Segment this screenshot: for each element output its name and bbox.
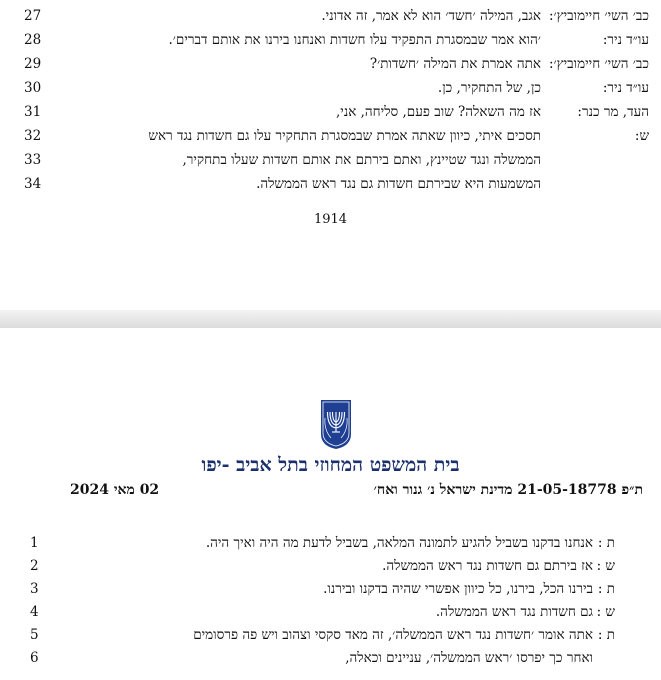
speaker-label: עו״ד ניר: bbox=[602, 32, 649, 48]
transcript-line bbox=[0, 623, 661, 647]
line-number: 29 bbox=[24, 56, 42, 72]
transcript-line bbox=[0, 76, 661, 100]
line-text: אגב, המילה ׳חשד׳ הוא לא אמר, זה אדוני. bbox=[321, 8, 541, 24]
speaker-label: כב׳ השי׳ חיימוביץ׳: bbox=[548, 56, 649, 72]
state-emblem-icon bbox=[319, 398, 353, 450]
hearing-date: 02 מאי 2024 bbox=[70, 482, 160, 498]
transcript-line bbox=[0, 554, 661, 578]
transcript-page-bottom bbox=[0, 328, 661, 680]
speaker-label: כב׳ השי׳ חיימוביץ׳: bbox=[548, 8, 649, 24]
transcript-line bbox=[0, 28, 661, 52]
line-number: 30 bbox=[24, 80, 42, 96]
transcript-line bbox=[0, 577, 661, 601]
line-text: אז מה השאלה? שוב פעם, סליחה, אני, bbox=[336, 104, 541, 120]
transcript-line bbox=[0, 531, 661, 555]
line-text: כן, של התחקיר, כן. bbox=[437, 80, 541, 96]
line-number: 2 bbox=[30, 558, 39, 574]
transcript-page-top bbox=[0, 0, 661, 310]
speaker-label: ש : bbox=[596, 558, 615, 574]
transcript-line bbox=[0, 4, 661, 28]
speaker-label: ת : bbox=[597, 581, 615, 597]
line-text: בירנו הכל, בירנו, כל כיוון אפשרי שהיה בדקנו ובירנו. bbox=[323, 581, 593, 597]
line-number: 34 bbox=[24, 176, 42, 192]
line-number: 28 bbox=[24, 32, 42, 48]
line-text: אז בירתם גם חשדות נגד ראש הממשלה. bbox=[382, 558, 593, 574]
line-text: ׳הוא אמר שבמסגרת התפקיד עלו חשדות ואנחנו בירנו את אותם דברים׳. bbox=[168, 32, 541, 48]
line-number: 27 bbox=[24, 8, 42, 24]
line-number: 5 bbox=[30, 627, 39, 643]
transcript-line bbox=[0, 100, 661, 124]
court-title: בית המשפט המחוזי בתל אביב -יפו bbox=[201, 454, 460, 476]
line-number: 6 bbox=[30, 650, 39, 666]
transcript-line bbox=[0, 52, 661, 76]
speaker-label: עו״ד ניר: bbox=[602, 80, 649, 96]
speaker-label: ש : bbox=[596, 604, 615, 620]
transcript-line bbox=[0, 646, 661, 670]
line-number: 32 bbox=[24, 128, 42, 144]
transcript-line bbox=[0, 600, 661, 624]
line-number: 3 bbox=[30, 581, 39, 597]
line-number: 1 bbox=[30, 535, 39, 551]
transcript-line bbox=[0, 148, 661, 172]
speaker-label: ת : bbox=[597, 627, 615, 643]
line-text: אתה אומר ׳חשדות נגד ראש הממשלה׳, זה מאד סקסי וצהוב ויש פה פרסומים bbox=[193, 627, 593, 643]
page-number: 1914 bbox=[313, 212, 348, 227]
page-separator bbox=[0, 310, 661, 328]
transcript-line bbox=[0, 172, 661, 196]
line-text: גם חשדות נגד ראש הממשלה. bbox=[435, 604, 593, 620]
line-text: הממשלה ונגד שטיינץ, ואתם בירתם את אותם חשדות שעלו בתחקיר, bbox=[182, 152, 541, 168]
line-number: 33 bbox=[24, 152, 42, 168]
transcript-line bbox=[0, 124, 661, 148]
line-text: תסכים איתי, כיוון שאתה אמרת שבמסגרת התחקיר עלו גם חשדות נגד ראש bbox=[148, 128, 541, 144]
line-text: המשמעות היא שבירתם חשדות גם נגד ראש הממשלה. bbox=[256, 176, 541, 192]
line-number: 4 bbox=[30, 604, 39, 620]
line-text: ואחר כך יפרסו ׳ראש הממשלה׳, עניינים וכאלה, bbox=[345, 650, 593, 666]
speaker-label: העד, מר כנר: bbox=[577, 104, 649, 120]
line-number: 31 bbox=[24, 104, 42, 120]
line-text: אנחנו בדקנו בשביל להגיע לתמונה המלאה, בשביל לדעת מה היה ואיך היה. bbox=[205, 535, 593, 551]
speaker-label: ת : bbox=[597, 535, 615, 551]
line-text: אתה אמרת את המילה ׳חשדות׳? bbox=[369, 56, 541, 72]
speaker-label: ש: bbox=[634, 128, 649, 144]
case-number-line: ת״פ 21-05-18778 מדינת ישראל נ׳ גנור ואח׳ bbox=[373, 482, 643, 498]
